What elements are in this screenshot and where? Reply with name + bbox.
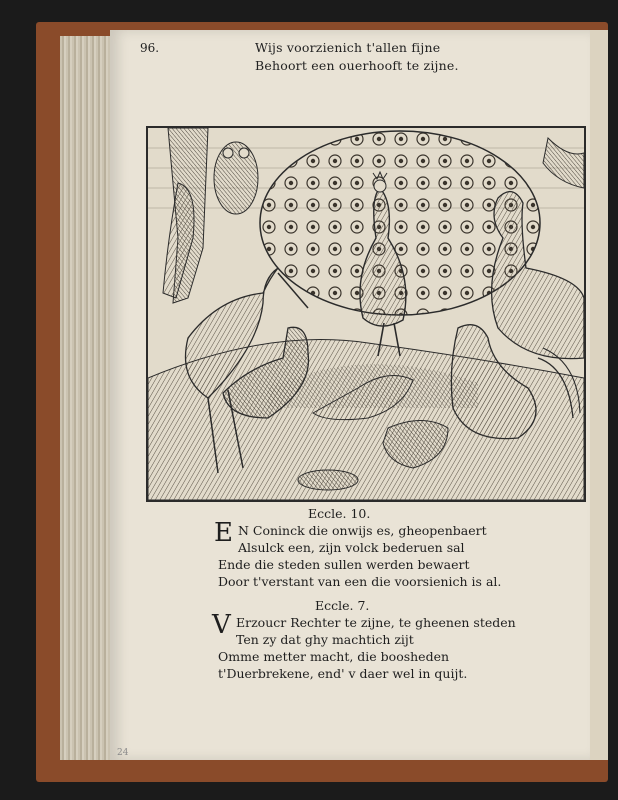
verse-1-line-1: N Coninck die onwijs es, gheopenbaert [238, 523, 487, 538]
verse-1-line-3: Ende die steden sullen werden bewaert [218, 557, 470, 572]
verse-2-line-1: Erzoucr Rechter te zijne, te gheenen steden [236, 615, 516, 630]
verse-1-dropcap: E [214, 518, 233, 548]
next-page-edge [590, 30, 608, 760]
header-line-1: Wijs voorzienich t'allen fijne [255, 40, 441, 55]
footer-mark: 24 [117, 748, 129, 758]
woodcut-illustration [146, 126, 586, 502]
verse-2-reference: Eccle. 7. [315, 598, 370, 613]
header-line-2: Behoort een ouerhooft te zijne. [255, 58, 459, 73]
verse-2-line-3: Omme metter macht, die boosheden [218, 649, 450, 664]
page-edges [60, 36, 116, 760]
verse-2-dropcap: V [212, 610, 231, 640]
verse-2-line-4: t'Duerbrekene, end' v daer wel in quijt. [218, 666, 468, 681]
verse-1-line-2: Alsulck een, zijn volck bederuen sal [238, 540, 465, 555]
verse-2-line-2: Ten zy dat ghy machtich zijt [236, 632, 414, 647]
birds-engraving [148, 128, 584, 500]
verse-1-reference: Eccle. 10. [308, 506, 371, 521]
owl [214, 142, 258, 214]
verse-1-line-4: Door t'verstant van een die voorsienich is al. [218, 574, 502, 589]
page-number: 96. [140, 41, 160, 55]
